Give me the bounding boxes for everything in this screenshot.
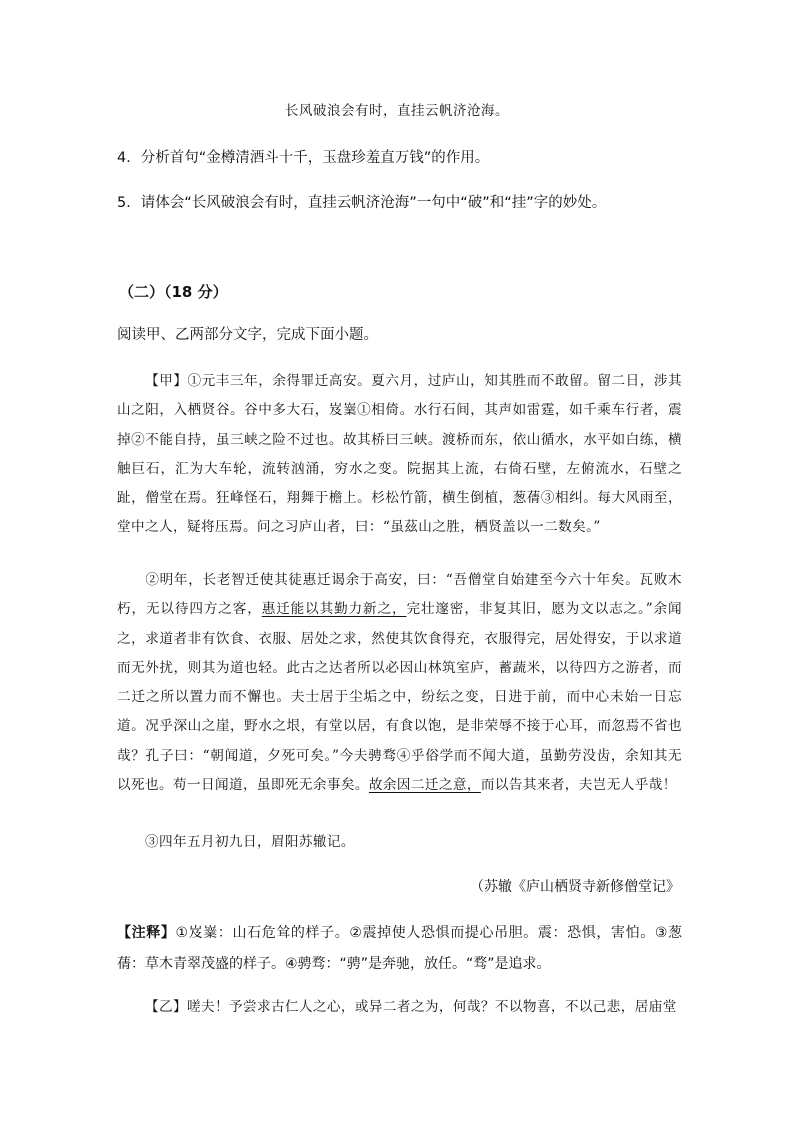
passage-jia-paragraph-1	[117, 367, 682, 543]
passage-yi-label: 【乙】	[145, 999, 187, 1015]
passage-yi	[117, 993, 682, 1022]
question-5: 5．请体会“长风破浪会有时，直挂云帆济沧海”一句中“破”和“挂”字的妙处。	[117, 195, 607, 211]
source-citation: （苏辙《庐山栖贤寺新修僧堂记》	[470, 879, 680, 895]
p2-underlined-sentence-2: 故余因二迁之意，	[368, 777, 481, 794]
p2-underlined-sentence-1: 惠迁能以其勤力新之，	[261, 601, 407, 618]
passage-yi-text: 嗟夫！予尝求古仁人之心，或异二者之为，何哉？不以物喜，不以己悲，居庙堂	[186, 999, 677, 1015]
section-title: （二）（18 分）	[119, 283, 228, 301]
annotations	[117, 918, 682, 980]
instruction: 阅读甲、乙两部分文字，完成下面小题。	[117, 327, 378, 343]
passage-jia-paragraph-3	[117, 828, 682, 857]
notes-text: ①岌嶪：山石危耸的样子。②震掉使人恐惧而提心吊胆。震：恐惧，害怕。③葱蒨：草木青翠茂盛的样子。④骋骛：“骋”是奔驰，放任。“骛”是追求。	[117, 925, 683, 972]
passage-jia-p1-text: ①元丰三年，余得罪迁高安。夏六月，过庐山，知其胜而不敢留。留二日，涉其山之阳，入栖贤谷。谷中多大石，岌嶪①相倚。水行石间，其声如雷霆，如千乘车行者，震掉②不能自持，虽三峡之险不过也。故其桥曰三峡。渡桥而东，依山循水，水平如白练，横触巨石，汇为大车轮，流转汹涌，穷水之变。院据其上流，右倚石壁，左俯流水，石壁之趾，僧堂在焉。狂峰怪石，翔舞于檐上。杉松竹箭，横生倒植，葱蒨③相纠。每大风雨至，堂中之人，疑将压焉。问之习庐山者，曰：“虽茲山之胜，栖贤盖以一二数矣。”	[117, 373, 683, 536]
passage-jia-label: 【甲】	[145, 373, 188, 389]
p2-text-c: 而以告其来者，夫岂无人乎哉！	[480, 777, 677, 794]
p3-text: ③四年五月初九日，眉阳苏辙记。	[145, 834, 355, 850]
poem-line: 长风破浪会有时，直挂云帆济沧海。	[285, 103, 509, 119]
p2-text-b: 完壮邃密，非复其旧，愿为文以志之。”余闻之，求道者非有饮食、衣服、居处之求，然使其饮食得充，衣服得完，居处得安，于以求道而无外扰，则其为道也轻。此古之达者所以必因山林筑室庐，蓄蔬米，以待四方之游者，而二迁之所以置力而不懈也。夫士居于尘垢之中，纷纭之变，日进于前，而中心未始一日忘道。况乎深山之崖，野水之垠，有堂以居，有食以饱，是非荣辱不接于心耳，而忽焉不省也哉？孔子曰：“朝闻道，夕死可矣。”今夫骋骛④乎俗学而不闻大道，虽勤劳没齿，余知其无以死也。苟一日闻道，虽即死无余事矣。	[117, 601, 683, 794]
passage-jia-paragraph-2	[117, 566, 682, 800]
p2-text-a: ②明年，长老智迁使其徒惠迁谒余于高安，曰：“吾僧堂自始建至今六十年矣。瓦败木朽，无以待四方之客，	[117, 572, 682, 618]
question-4: 4．分析首句“金樽清酒斗十千，玉盘珍羞直万钱”的作用。	[117, 150, 490, 166]
notes-label: 【注释】	[117, 925, 176, 941]
